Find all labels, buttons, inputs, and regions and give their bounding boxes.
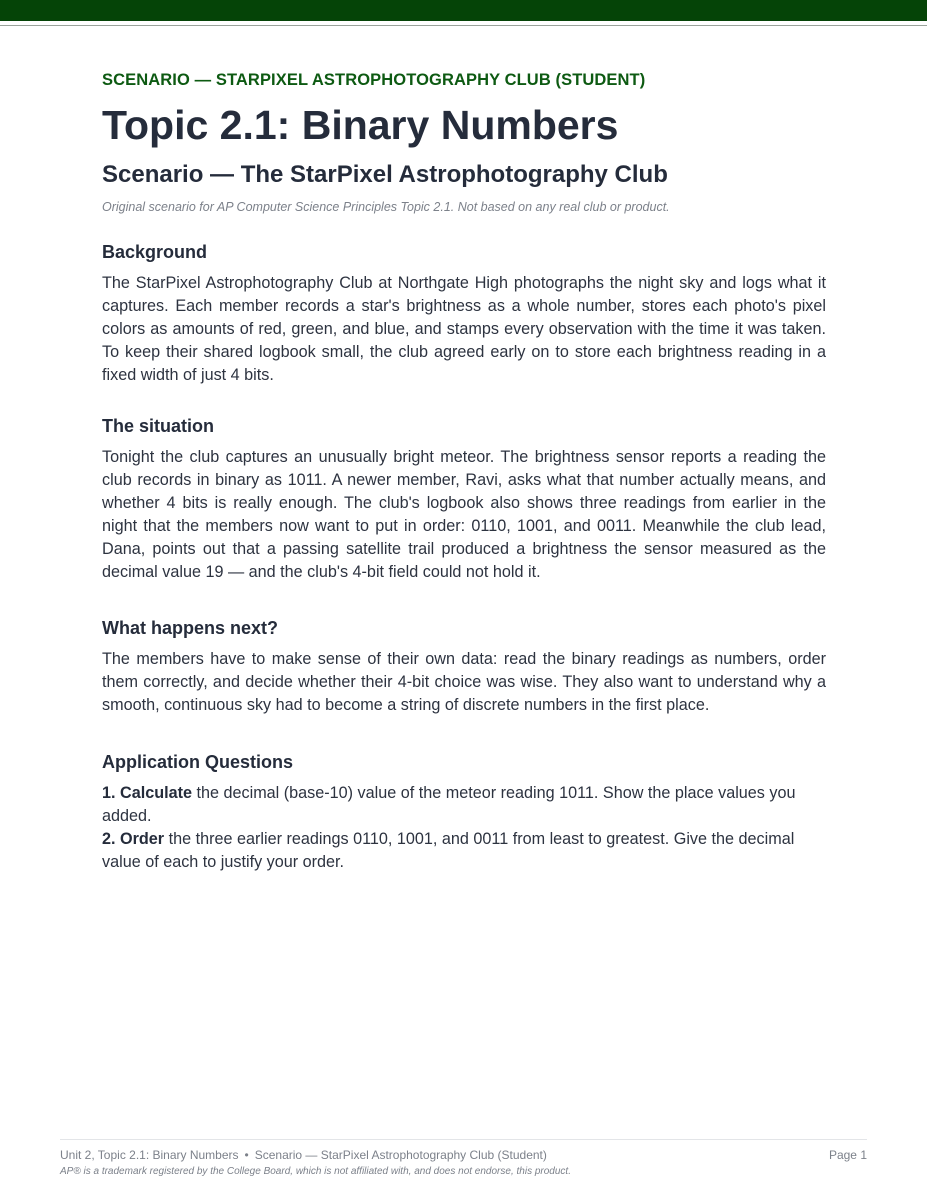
section-heading-background: Background: [102, 242, 208, 262]
footer-unit: Unit 2, Topic 2.1: Binary Numbers: [60, 1148, 239, 1162]
header-rule: [0, 25, 927, 26]
section-background: [102, 240, 826, 387]
section-heading-situation: The situation: [102, 416, 214, 436]
question-2-verb: Order: [120, 830, 165, 848]
page-subtitle: Scenario — The StarPixel Astrophotography Club: [102, 161, 668, 188]
question-2-number: 2.: [102, 830, 116, 848]
footer-rule: [60, 1139, 867, 1140]
question-1: [102, 782, 826, 828]
scenario-kicker: SCENARIO — STARPIXEL ASTROPHOTOGRAPHY CLUB (STUDENT): [102, 71, 646, 89]
footer-page-number: Page 1: [828, 1148, 867, 1162]
scenario-note: Original scenario for AP Computer Science Principles Topic 2.1. Not based on any real club or product.: [102, 200, 670, 214]
section-what-happens-next: [102, 616, 826, 717]
section-heading-next: What happens next?: [102, 618, 279, 638]
footer-left: [60, 1147, 547, 1163]
section-text-next: The members have to make sense of their own data: read the binary readings as numbers, order them correctly, and decide whether their 4-bit choice was wise. They also want to understand why a smooth, continuous sky had to become a string of discrete numbers in the first place.: [102, 650, 826, 714]
footer-doc-title: Scenario — StarPixel Astrophotography Club (Student): [254, 1148, 547, 1162]
footer-separator: •: [244, 1148, 249, 1162]
question-1-text: the decimal (base-10) value of the meteor reading 1011. Show the place values you added.: [102, 784, 796, 825]
header-band: [0, 0, 927, 21]
page-content: [102, 68, 826, 874]
section-application-questions: [102, 750, 826, 874]
page-title: Topic 2.1: Binary Numbers: [102, 102, 619, 148]
section-text-background: The StarPixel Astrophotography Club at Northgate High photographs the night sky and logs what it captures. Each member records a star's brightness as a whole number, stores each photo's pixel colors as amounts of red, green, and blue, and stamps every observation with the time it was taken. To keep their shared logbook small, the club agreed early on to store each brightness reading in a fixed width of just 4 bits.: [102, 274, 826, 384]
question-2-text: the three earlier readings 0110, 1001, and 0011 from least to greatest. Give the decimal value of each to justify your order.: [102, 830, 795, 871]
question-2: [102, 828, 826, 874]
question-1-number: 1.: [102, 784, 116, 802]
section-heading-questions: Application Questions: [102, 752, 294, 772]
section-text-situation: Tonight the club captures an unusually bright meteor. The brightness sensor reports a reading the club records in binary as 1011. A newer member, Ravi, asks what that number actually means, and whether 4 bits is really enough. The club's logbook also shows three readings from earlier in the night that the members now want to put in order: 0110, 1001, and 0011. Meanwhile the club lead, Dana, points out that a passing satellite trail produced a brightness the sensor measured as the decimal value 19 — and the club's 4-bit field could not hold it.: [102, 448, 826, 581]
question-1-verb: Calculate: [120, 784, 192, 802]
section-situation: [102, 414, 826, 584]
footer-legal: AP® is a trademark registered by the College Board, which is not affiliated with, and does not endorse, this product.: [60, 1166, 571, 1177]
